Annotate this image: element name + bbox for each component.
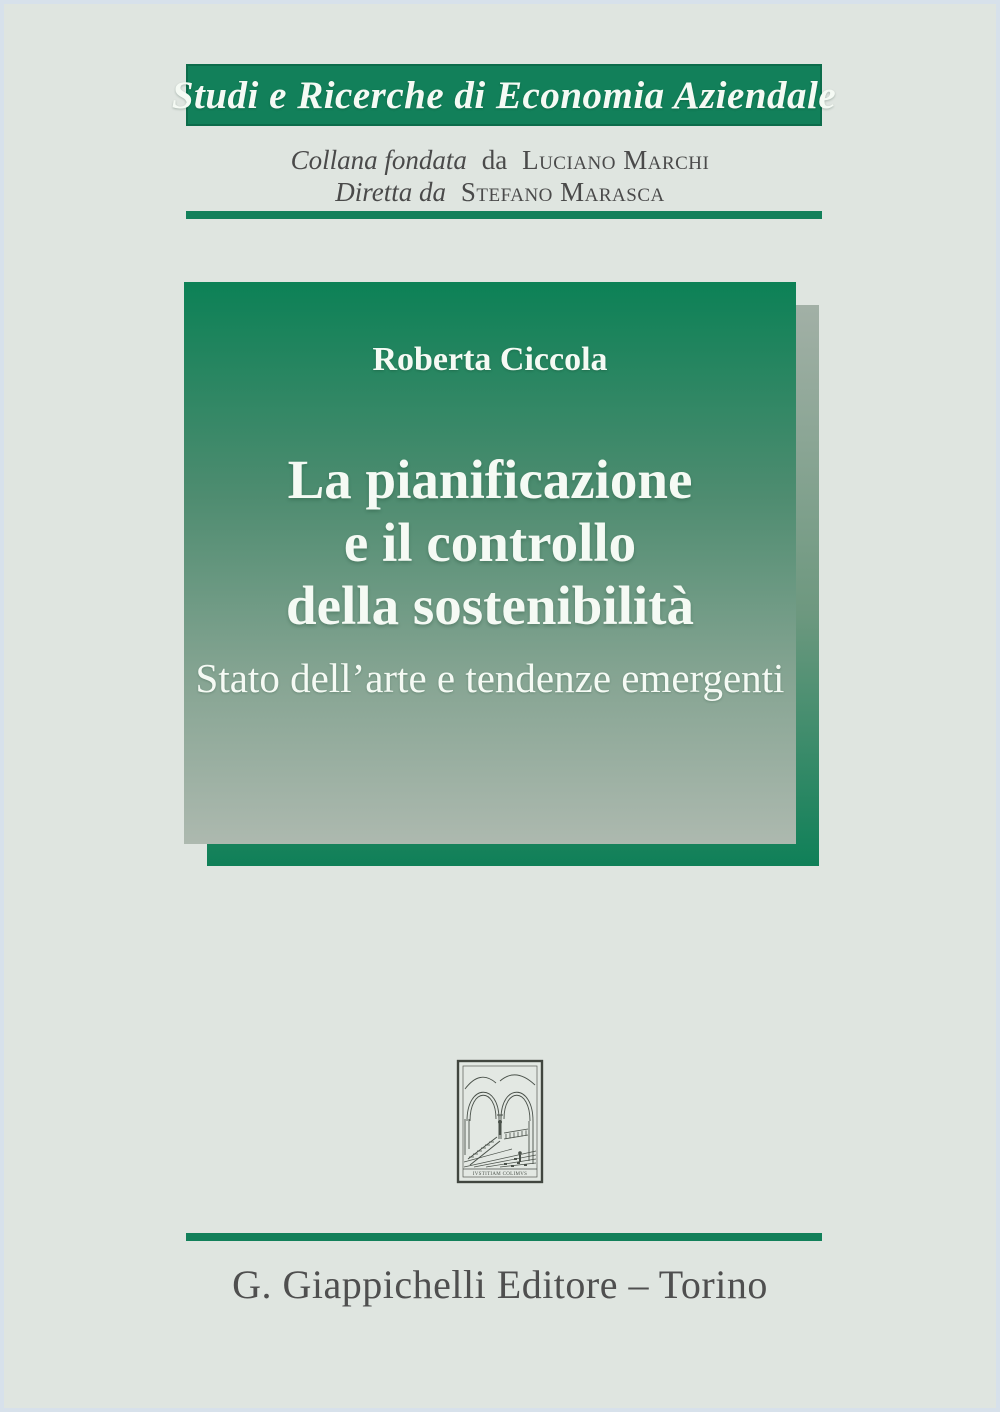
publisher-logo [456,1059,544,1184]
title-line-3: della sostenibilità [286,575,694,636]
publisher-imprint: G. Giappichelli Editore – Torino [232,1262,768,1307]
book-subtitle: Stato dell’arte e tendenze emergenti [195,655,785,701]
bottom-divider-rule [186,1233,822,1241]
collana-directed-label: Diretta da [335,177,446,207]
author-name: Roberta Ciccola [372,341,608,378]
collana-founded-label: Collana fondata [290,145,467,175]
collana-founded-line [4,144,996,176]
series-banner [171,64,837,126]
publisher-logo-etching [456,1059,544,1184]
logo-motto-text: IVSTITIAM COLIMVS [472,1172,528,1177]
series-title: Studi e Ricerche di Economia Aziendale [171,73,837,117]
collana-directed-line [4,176,996,208]
collana-founder-name: Luciano Marchi [522,145,710,175]
collana-founded-connector: da [481,145,508,175]
title-panel [184,282,796,844]
collana-credits [4,144,996,208]
title-line-1: La pianificazione [287,449,693,510]
book-title [184,448,796,637]
collana-director-name: Stefano Marasca [460,177,665,207]
title-line-2: e il controllo [343,512,637,573]
top-divider-rule [186,211,822,219]
